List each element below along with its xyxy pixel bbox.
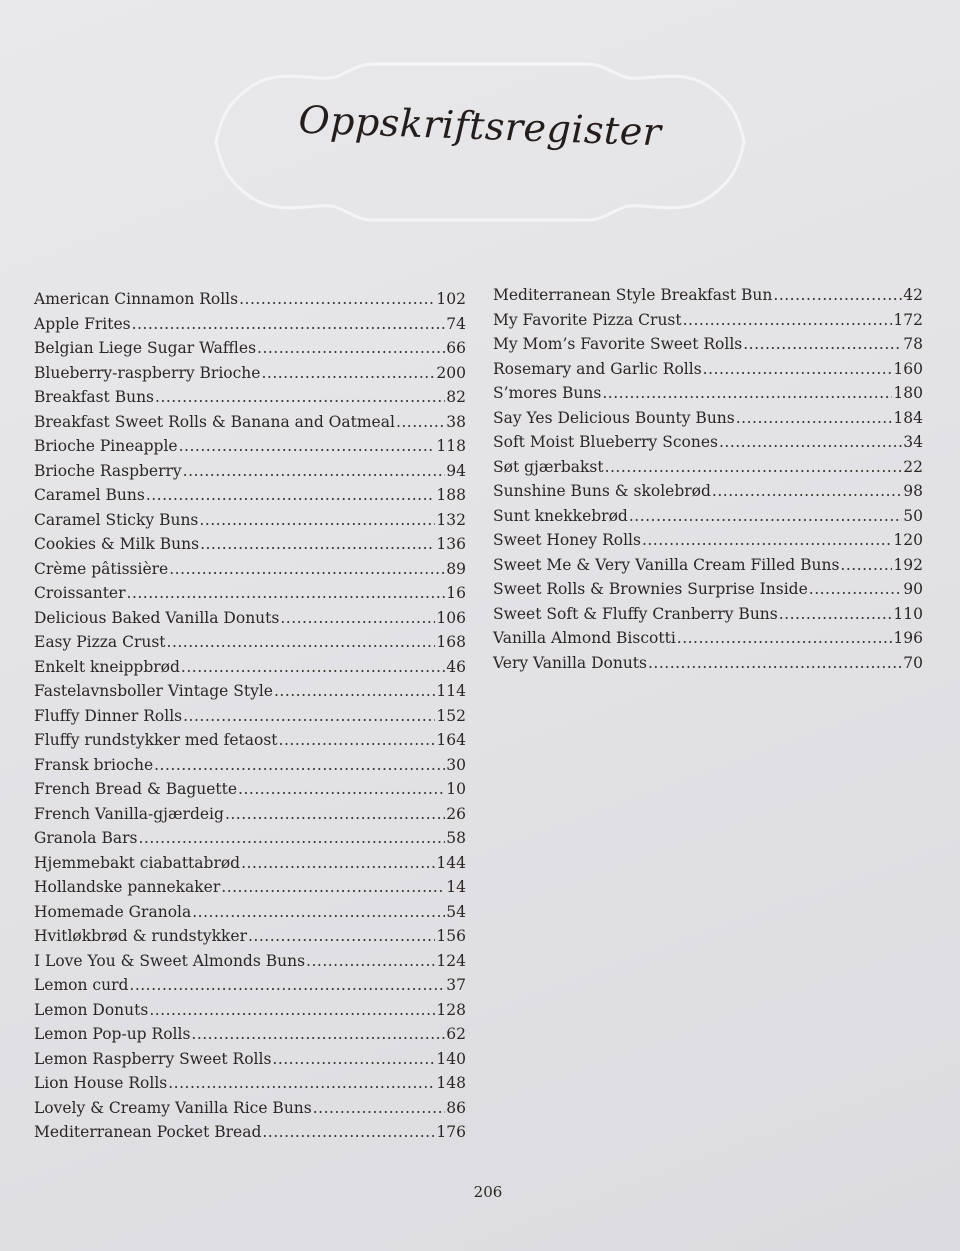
- recipe-name: Delicious Baked Vanilla Donuts: [34, 608, 280, 627]
- recipe-name: Easy Pizza Crust: [34, 633, 166, 651]
- dot-leader: [225, 802, 445, 827]
- index-entry: [34, 483, 466, 508]
- recipe-page-number: 180: [893, 384, 923, 402]
- recipe-page-number: 16: [446, 584, 466, 602]
- index-entry: [493, 651, 923, 676]
- index-entry: [34, 851, 466, 876]
- recipe-name: Lion House Rolls: [34, 1074, 168, 1092]
- recipe-page-number: 124: [436, 951, 466, 970]
- recipe-name: Sweet Soft & Fluffy Cranberry Buns: [493, 604, 778, 623]
- dot-leader: [192, 900, 445, 925]
- index-entry: [34, 1071, 466, 1096]
- recipe-name: Lemon Raspberry Sweet Rolls: [34, 1049, 272, 1068]
- index-entry: [34, 826, 466, 851]
- index-entry: [34, 655, 466, 680]
- recipe-page-number: 110: [893, 604, 923, 623]
- recipe-page-number: 140: [436, 1049, 466, 1068]
- dot-leader: [191, 1022, 445, 1047]
- dot-leader: [183, 459, 446, 484]
- index-entry: [493, 528, 923, 553]
- recipe-name: Vanilla Almond Biscotti: [493, 629, 676, 647]
- index-entry: [34, 679, 466, 704]
- recipe-name: Lemon Donuts: [34, 1000, 149, 1019]
- recipe-page-number: 98: [903, 482, 923, 500]
- dot-leader: [840, 553, 892, 578]
- recipe-index-right-column: [493, 283, 923, 675]
- recipe-name: Hollandske pannekaker: [34, 878, 221, 896]
- recipe-page-number: 172: [893, 310, 923, 329]
- dot-leader: [648, 651, 902, 676]
- dot-leader: [155, 385, 445, 410]
- recipe-name: Mediterranean Pocket Bread: [34, 1123, 262, 1141]
- dot-leader: [677, 626, 893, 651]
- recipe-page-number: 102: [436, 290, 466, 308]
- dot-leader: [719, 430, 902, 455]
- recipe-name: Fluffy rundstykker med fetaost: [34, 731, 278, 749]
- dot-leader: [129, 973, 445, 998]
- index-entry: [34, 753, 466, 778]
- recipe-page-number: 156: [436, 927, 466, 945]
- index-entry: [34, 532, 466, 557]
- recipe-name: Rosemary and Garlic Rolls: [493, 359, 702, 378]
- recipe-name: My Mom’s Favorite Sweet Rolls: [493, 335, 743, 353]
- dot-leader: [809, 577, 902, 602]
- recipe-page-number: 144: [436, 853, 466, 872]
- index-entry: [493, 455, 923, 480]
- recipe-page-number: 82: [446, 388, 466, 406]
- recipe-name: Caramel Sticky Buns: [34, 510, 199, 529]
- dot-leader: [200, 532, 435, 557]
- dot-leader: [257, 336, 445, 361]
- recipe-name: Enkelt kneippbrød: [34, 657, 180, 676]
- dot-leader: [703, 357, 893, 382]
- recipe-page-number: 26: [446, 804, 466, 823]
- dot-leader: [261, 361, 435, 386]
- recipe-name: French Vanilla-gjærdeig: [34, 804, 224, 823]
- recipe-name: Brioche Raspberry: [34, 461, 182, 480]
- index-entry: [34, 508, 466, 533]
- index-entry: [34, 287, 466, 312]
- recipe-name: Very Vanilla Donuts: [493, 653, 647, 672]
- recipe-page-number: 200: [436, 363, 466, 382]
- recipe-name: Søt gjærbakst: [493, 457, 604, 476]
- index-entry: [34, 630, 466, 655]
- dot-leader: [168, 1071, 435, 1096]
- dot-leader: [248, 924, 435, 949]
- dot-leader: [306, 949, 435, 974]
- recipe-name: Hvitløkbrød & rundstykker: [34, 927, 247, 945]
- dot-leader: [279, 728, 436, 753]
- index-entry: [34, 973, 466, 998]
- index-entry: [34, 459, 466, 484]
- recipe-name: Granola Bars: [34, 829, 138, 847]
- recipe-page-number: 46: [446, 657, 466, 676]
- recipe-page-number: 136: [436, 535, 466, 553]
- recipe-page-number: 118: [436, 437, 466, 455]
- index-entry: [34, 704, 466, 729]
- dot-leader: [743, 332, 902, 357]
- dot-leader: [396, 410, 445, 435]
- recipe-index-left-column: [34, 287, 466, 1145]
- recipe-page-number: 22: [903, 457, 923, 476]
- dot-leader: [183, 704, 435, 729]
- recipe-page-number: 176: [436, 1123, 466, 1141]
- index-entry: [34, 875, 466, 900]
- dot-leader: [146, 483, 436, 508]
- dot-leader: [132, 312, 446, 337]
- index-entry: [34, 728, 466, 753]
- dot-leader: [181, 655, 445, 680]
- recipe-name: Breakfast Sweet Rolls & Banana and Oatmeal: [34, 412, 395, 431]
- recipe-page-number: 70: [903, 653, 923, 672]
- dot-leader: [169, 557, 445, 582]
- recipe-page-number: 114: [436, 682, 466, 700]
- recipe-name: Brioche Pineapple: [34, 437, 178, 455]
- index-entry: [493, 406, 923, 431]
- recipe-page-number: 89: [446, 559, 466, 578]
- recipe-page-number: 184: [893, 408, 923, 427]
- index-entry: [34, 385, 466, 410]
- recipe-name: Cookies & Milk Buns: [34, 535, 200, 553]
- recipe-name: Lemon curd: [34, 976, 129, 994]
- recipe-name: French Bread & Baguette: [34, 780, 238, 798]
- recipe-page-number: 164: [436, 731, 466, 749]
- recipe-page-number: 58: [446, 829, 466, 847]
- recipe-page-number: 37: [446, 976, 466, 994]
- dot-leader: [241, 851, 435, 876]
- recipe-page-number: 86: [446, 1098, 466, 1117]
- index-entry: [493, 308, 923, 333]
- index-entry: [493, 357, 923, 382]
- dot-leader: [154, 753, 445, 778]
- recipe-name: Homemade Granola: [34, 902, 192, 921]
- index-entry: [34, 998, 466, 1023]
- dot-leader: [274, 679, 435, 704]
- index-entry: [34, 336, 466, 361]
- index-entry: [34, 557, 466, 582]
- index-entry: [34, 1022, 466, 1047]
- recipe-name: Belgian Liege Sugar Waffles: [34, 339, 257, 357]
- index-entry: [34, 949, 466, 974]
- index-entry: [34, 802, 466, 827]
- index-entry: [493, 553, 923, 578]
- index-entry: [493, 577, 923, 602]
- dot-leader: [138, 826, 445, 851]
- dot-leader: [127, 581, 446, 606]
- recipe-page-number: 34: [903, 433, 923, 451]
- recipe-page-number: 128: [436, 1000, 466, 1019]
- recipe-page-number: 42: [903, 286, 923, 304]
- index-entry: [493, 283, 923, 308]
- dot-leader: [683, 308, 893, 333]
- recipe-page-number: 30: [446, 755, 466, 774]
- recipe-name: S’mores Buns: [493, 384, 602, 402]
- recipe-name: Lemon Pop-up Rolls: [34, 1025, 191, 1043]
- recipe-name: Sunt knekkebrød: [493, 506, 628, 525]
- recipe-name: Croissanter: [34, 584, 126, 602]
- recipe-page-number: 192: [893, 555, 923, 574]
- index-entry: [34, 581, 466, 606]
- recipe-name: Sweet Rolls & Brownies Surprise Inside: [493, 580, 808, 598]
- dot-leader: [280, 606, 435, 631]
- index-entry: [493, 602, 923, 627]
- dot-leader: [602, 381, 892, 406]
- index-entry: [493, 626, 923, 651]
- recipe-name: Sweet Honey Rolls: [493, 531, 641, 549]
- recipe-page-number: 74: [446, 314, 466, 333]
- dot-leader: [773, 283, 902, 308]
- index-entry: [34, 434, 466, 459]
- index-entry: [34, 1120, 466, 1145]
- recipe-name: Breakfast Buns: [34, 388, 155, 406]
- recipe-page-number: 152: [436, 706, 466, 725]
- recipe-name: Sunshine Buns & skolebrød: [493, 482, 711, 500]
- index-entry: [493, 381, 923, 406]
- dot-leader: [272, 1047, 435, 1072]
- page-title: Oppskriftsregister: [297, 97, 663, 155]
- dot-leader: [736, 406, 893, 431]
- recipe-page-number: 78: [903, 335, 923, 353]
- recipe-name: Say Yes Delicious Bounty Buns: [493, 408, 735, 427]
- recipe-page-number: 160: [893, 359, 923, 378]
- recipe-page-number: 66: [446, 339, 466, 357]
- index-entry: [34, 1047, 466, 1072]
- recipe-name: Fastelavnsboller Vintage Style: [34, 682, 273, 700]
- recipe-name: Apple Frites: [34, 314, 131, 333]
- index-entry: [34, 606, 466, 631]
- recipe-page-number: 54: [446, 902, 466, 921]
- recipe-name: Fluffy Dinner Rolls: [34, 706, 183, 725]
- dot-leader: [262, 1120, 435, 1145]
- recipe-name: Hjemmebakt ciabattabrød: [34, 853, 241, 872]
- recipe-page-number: 120: [893, 531, 923, 549]
- recipe-name: Crème pâtissière: [34, 559, 169, 578]
- recipe-name: Lovely & Creamy Vanilla Rice Buns: [34, 1098, 312, 1117]
- index-entry: [493, 504, 923, 529]
- recipe-name: Caramel Buns: [34, 486, 145, 504]
- dot-leader: [712, 479, 902, 504]
- index-entry: [34, 1096, 466, 1121]
- recipe-page-number: 14: [446, 878, 466, 896]
- page-number: 206: [473, 1183, 503, 1201]
- recipe-name: Blueberry-raspberry Brioche: [34, 363, 261, 382]
- recipe-page-number: 132: [436, 510, 466, 529]
- dot-leader: [167, 630, 436, 655]
- recipe-name: Mediterranean Style Breakfast Bun: [493, 286, 773, 304]
- dot-leader: [779, 602, 893, 627]
- index-entry: [34, 900, 466, 925]
- dot-leader: [179, 434, 436, 459]
- recipe-page-number: 106: [436, 608, 466, 627]
- recipe-page-number: 188: [436, 486, 466, 504]
- index-entry: [34, 924, 466, 949]
- recipe-name: I Love You & Sweet Almonds Buns: [34, 951, 306, 970]
- recipe-page-number: 62: [446, 1025, 466, 1043]
- dot-leader: [642, 528, 892, 553]
- dot-leader: [605, 455, 903, 480]
- index-entry: [34, 777, 466, 802]
- recipe-page-number: 10: [446, 780, 466, 798]
- recipe-page-number: 94: [446, 461, 466, 480]
- index-entry: [34, 361, 466, 386]
- recipe-page-number: 196: [893, 629, 923, 647]
- recipe-name: My Favorite Pizza Crust: [493, 310, 682, 329]
- recipe-page-number: 90: [903, 580, 923, 598]
- dot-leader: [221, 875, 445, 900]
- index-entry: [34, 312, 466, 337]
- dot-leader: [199, 508, 435, 533]
- dot-leader: [238, 777, 445, 802]
- recipe-name: American Cinnamon Rolls: [34, 290, 239, 308]
- dot-leader: [149, 998, 435, 1023]
- recipe-page-number: 148: [436, 1074, 466, 1092]
- index-entry: [493, 479, 923, 504]
- dot-leader: [629, 504, 902, 529]
- index-entry: [493, 430, 923, 455]
- dot-leader: [239, 287, 435, 312]
- recipe-name: Soft Moist Blueberry Scones: [493, 433, 718, 451]
- dot-leader: [313, 1096, 446, 1121]
- index-entry: [34, 410, 466, 435]
- recipe-name: Sweet Me & Very Vanilla Cream Filled Buns: [493, 555, 840, 574]
- recipe-page-number: 38: [446, 412, 466, 431]
- index-entry: [493, 332, 923, 357]
- recipe-name: Fransk brioche: [34, 755, 154, 774]
- recipe-page-number: 50: [903, 506, 923, 525]
- recipe-page-number: 168: [436, 633, 466, 651]
